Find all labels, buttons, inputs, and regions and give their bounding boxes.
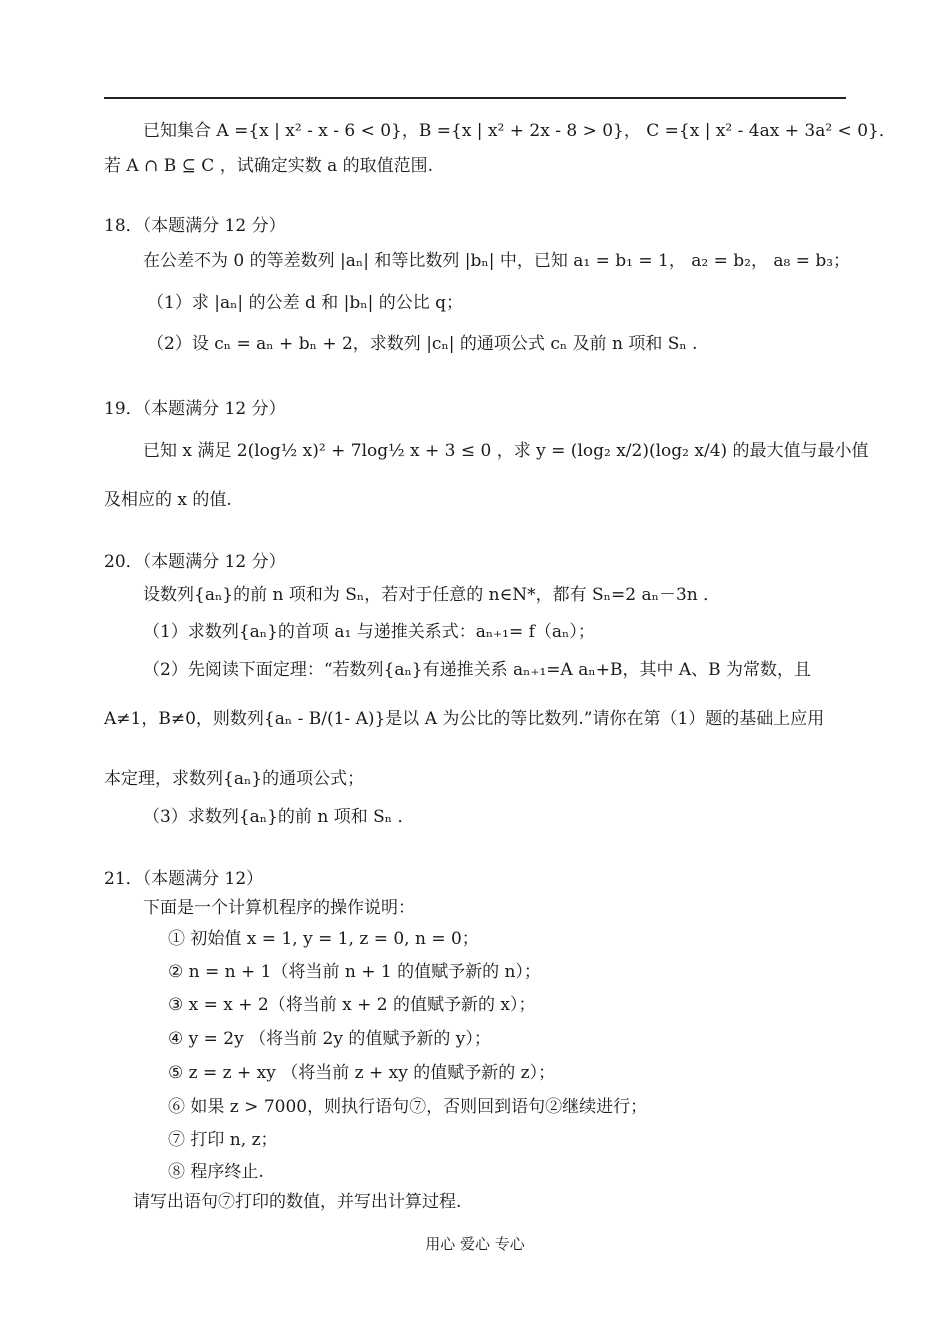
program-step-4: ④ y = 2y （将当前 2y 的值赋予新的 y）； bbox=[168, 1029, 491, 1049]
problem-18-statement: 在公差不为 0 的等差数列 |aₙ| 和等比数列 |bₙ| 中，已知 a₁ = b₁ = 1， a₂ = b₂， a₈ = b₃； bbox=[143, 251, 851, 271]
problem-21-question: 请写出语句⑦打印的数值，并写出计算过程. bbox=[133, 1192, 462, 1212]
problem-20-part-2-end: 本定理，求数列{aₙ}的通项公式； bbox=[104, 769, 365, 789]
header-rule bbox=[104, 97, 846, 99]
program-step-7: ⑦ 打印 n, z； bbox=[168, 1130, 278, 1150]
problem-20-part-3: （3）求数列{aₙ}的前 n 项和 Sₙ ． bbox=[143, 807, 415, 827]
problem-20-part-2-cont: A≠1，B≠0，则数列{aₙ - B/(1- A)}是以 A 为公比的等比数列.”请你在第（1）题的基础上应用 bbox=[104, 709, 825, 729]
problem-19-statement: 已知 x 满足 2(log½ x)² + 7log½ x + 3 ≤ 0 ，求 y = (log₂ x/2)(log₂ x/4) 的最大值与最小值 bbox=[143, 441, 869, 461]
problem-17-line-2: 若 A ∩ B ⊆ C ，试确定实数 a 的取值范围. bbox=[104, 156, 434, 176]
problem-19-heading: 19．（本题满分 12 分） bbox=[104, 399, 286, 419]
problem-21-heading: 21．（本题满分 12） bbox=[104, 869, 264, 889]
problem-17-line-1: 已知集合 A ={x | x² - x - 6 < 0}，B ={x | x² + 2x - 8 > 0}， C ={x | x² - 4ax + 3a² < 0}． bbox=[143, 121, 896, 141]
problem-20-part-2: （2）先阅读下面定理：“若数列{aₙ}有递推关系 aₙ₊₁=A aₙ+B，其中 A、B 为常数，且 bbox=[143, 660, 812, 680]
problem-20-statement: 设数列{aₙ}的前 n 项和为 Sₙ，若对于任意的 n∈N*，都有 Sₙ=2 aₙ－3n ． bbox=[143, 585, 721, 605]
program-step-2: ② n = n + 1（将当前 n + 1 的值赋予新的 n）； bbox=[168, 962, 541, 982]
problem-18-part-1: （1）求 |aₙ| 的公差 d 和 |bₙ| 的公比 q； bbox=[147, 293, 464, 313]
problem-18-heading: 18．（本题满分 12 分） bbox=[104, 216, 286, 236]
problem-20-heading: 20．（本题满分 12 分） bbox=[104, 552, 286, 572]
problem-19-line-2: 及相应的 x 的值. bbox=[104, 490, 232, 510]
program-step-1: ① 初始值 x = 1, y = 1, z = 0, n = 0； bbox=[168, 929, 479, 949]
problem-20-part-1: （1）求数列{aₙ}的首项 a₁ 与递推关系式：aₙ₊₁= f（aₙ）； bbox=[143, 622, 595, 642]
program-step-3: ③ x = x + 2（将当前 x + 2 的值赋予新的 x）； bbox=[168, 995, 536, 1015]
program-step-5: ⑤ z = z + xy （将当前 z + xy 的值赋予新的 z）； bbox=[168, 1063, 556, 1083]
page-footer: 用心 爱心 专心 bbox=[425, 1235, 525, 1253]
program-step-8: ⑧ 程序终止. bbox=[168, 1162, 264, 1182]
problem-21-intro: 下面是一个计算机程序的操作说明： bbox=[143, 898, 415, 918]
problem-18-part-2: （2）设 cₙ = aₙ + bₙ + 2，求数列 |cₙ| 的通项公式 cₙ 及前 n 项和 Sₙ . bbox=[147, 334, 698, 354]
program-step-6: ⑥ 如果 z > 7000，则执行语句⑦，否则回到语句②继续进行； bbox=[168, 1097, 648, 1117]
